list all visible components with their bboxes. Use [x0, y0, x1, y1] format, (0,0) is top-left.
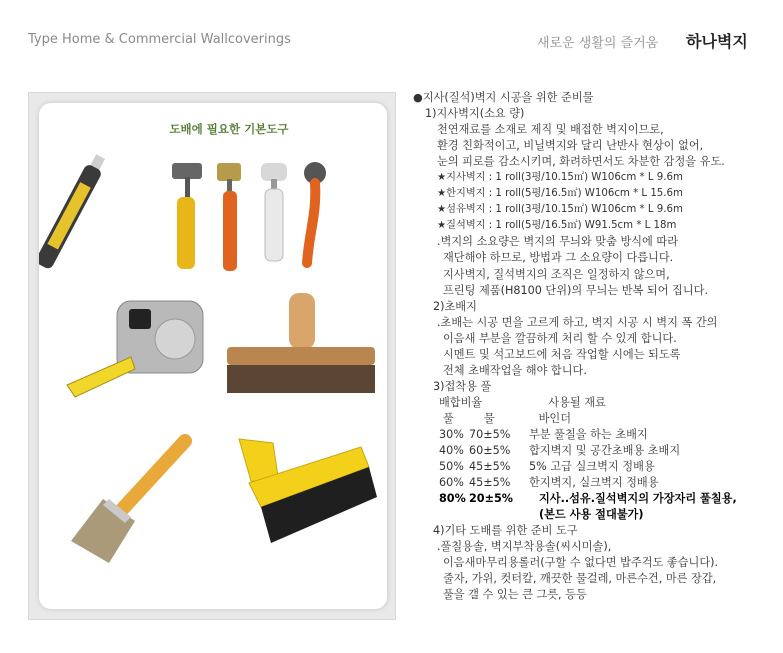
- seam-roller-yellow-icon: [172, 163, 202, 269]
- s1-title: 1)지사벽지(소요 량): [425, 107, 525, 121]
- s4-line: 이음새마무리용롤러(구할 수 없다면 밥주걱도 좋습니다).: [443, 556, 719, 570]
- tools-image-panel: [28, 92, 396, 620]
- ratio-cell: 30%: [439, 427, 464, 441]
- tape-measure-icon: [67, 301, 203, 397]
- corner-roller-icon: [304, 162, 326, 263]
- content-column: [413, 90, 783, 604]
- water-cell: 45±5%: [469, 460, 511, 474]
- tools-illustration: [39, 103, 387, 609]
- s3-subheader-row: [413, 411, 783, 427]
- paste-brush-wood-icon: [227, 293, 375, 393]
- s3-binder-label: 바인더: [538, 411, 572, 425]
- ratio-cell: 50%: [439, 460, 464, 474]
- section-heading: ●지사(질석)벽지 시공을 위한 준비물: [413, 91, 594, 104]
- s1-spec: ★섬유벽지 : 1 roll(3평/10.15㎡) W106cm * L 9.6m: [437, 204, 683, 216]
- use-cell: 5% 고급 실크벽지 정배용: [529, 460, 655, 474]
- s2-line: 전체 초배작업을 해야 합니다.: [443, 363, 587, 377]
- smoothing-brush-yellow-icon: [239, 439, 377, 543]
- s2-line: 시멘트 및 석고보드에 처음 작업할 시에는 되도록: [443, 347, 681, 361]
- table-row: [413, 443, 783, 459]
- brand-logo-text: 하나벽지: [686, 32, 748, 51]
- tools-image-title: 도배에 필요한 기본도구: [169, 122, 289, 136]
- use-cell: 지사..섬유.질석벽지의 가장자리 풀칠용,: [539, 492, 737, 506]
- s3-ratio-label: 배합비율: [439, 395, 483, 409]
- s4-line: .풀칠용솔, 벽지부착용솔(씨시미솔),: [437, 540, 612, 554]
- s2-line: .초배는 시공 면을 고르게 하고, 벽지 시공 시 벽지 폭 간의: [437, 315, 718, 329]
- s1-line: .벽지의 소요량은 벽지의 무늬와 맞춤 방식에 따라: [437, 235, 679, 249]
- s3-paste-label: 풀: [443, 411, 454, 425]
- s4-title: 4)기타 도배를 위한 준비 도구: [433, 524, 578, 538]
- use-cell: 한지벽지, 실크벽지 정배용: [529, 476, 659, 490]
- s1-line: 천연재료를 소재로 제직 및 배접한 벽지이므로,: [437, 123, 664, 137]
- site-type-title: Type Home & Commercial Wallcoverings: [28, 32, 291, 47]
- seam-roller-orange-icon: [217, 163, 241, 271]
- utility-knife-icon: [39, 152, 109, 270]
- use-cell: 합지벽지 및 공간초배용 초배지: [529, 444, 681, 458]
- water-cell: 70±5%: [469, 427, 511, 441]
- s1-spec: ★질석벽지 : 1 roll(5평/16.5㎡) W91.5cm * L 18m: [437, 220, 677, 232]
- s1-spec: ★지사벽지 : 1 roll(3평/10.15㎡) W106cm * L 9.6m: [437, 172, 683, 184]
- water-cell: 45±5%: [469, 476, 511, 490]
- s2-title: 2)초배지: [433, 299, 477, 313]
- s3-warning: (본드 사용 절대불가): [539, 508, 644, 522]
- s3-material-label: 사용될 재료: [548, 395, 606, 409]
- ratio-cell: 60%: [439, 476, 464, 490]
- paint-brush-icon: [71, 441, 185, 563]
- table-row: [413, 491, 783, 507]
- ratio-cell: 40%: [439, 444, 464, 458]
- s3-title: 3)접착용 풀: [433, 379, 492, 393]
- s1-spec: ★한지벽지 : 1 roll(5평/16.5㎡) W106cm * L 15.6m: [437, 188, 683, 200]
- roller-white-icon: [261, 163, 287, 261]
- water-cell: 60±5%: [469, 444, 511, 458]
- s1-line: 지사벽지, 질석벽지의 조직은 일정하지 않으며,: [443, 267, 670, 281]
- s4-line: 줄자, 가위, 컷터칼, 깨끗한 물걸레, 마른수건, 마른 장갑,: [443, 572, 717, 586]
- table-row: [413, 427, 783, 443]
- s1-line: 재단해야 하므로, 방법과 그 소요량이 다릅니다.: [443, 251, 674, 265]
- water-cell: 20±5%: [469, 492, 513, 506]
- ratio-cell: 80%: [439, 492, 466, 506]
- table-row: [413, 475, 783, 491]
- s2-line: 이음새 부분을 깔끔하게 처리 할 수 있게 합니다.: [443, 331, 677, 345]
- s3-water-label: 물: [483, 411, 495, 425]
- s4-line: 풀을 갤 수 있는 큰 그릇, 등등: [443, 588, 587, 602]
- site-tagline: 새로운 생활의 즐거움: [537, 36, 659, 51]
- s1-line: 프린팅 제품(H8100 단위)의 무늬는 반복 되어 집니다.: [443, 283, 709, 297]
- use-cell: 부분 풀칠을 하는 초배지: [529, 427, 648, 441]
- tools-card: [39, 103, 387, 609]
- s1-line: 환경 친화적이고, 비닐벽지와 달리 난반사 현상이 없어,: [437, 139, 704, 153]
- table-row: [413, 459, 783, 475]
- s1-line: 눈의 피로를 감소시키며, 화려하면서도 차분한 감정을 유도.: [437, 155, 725, 169]
- s3-header-row: [413, 395, 783, 411]
